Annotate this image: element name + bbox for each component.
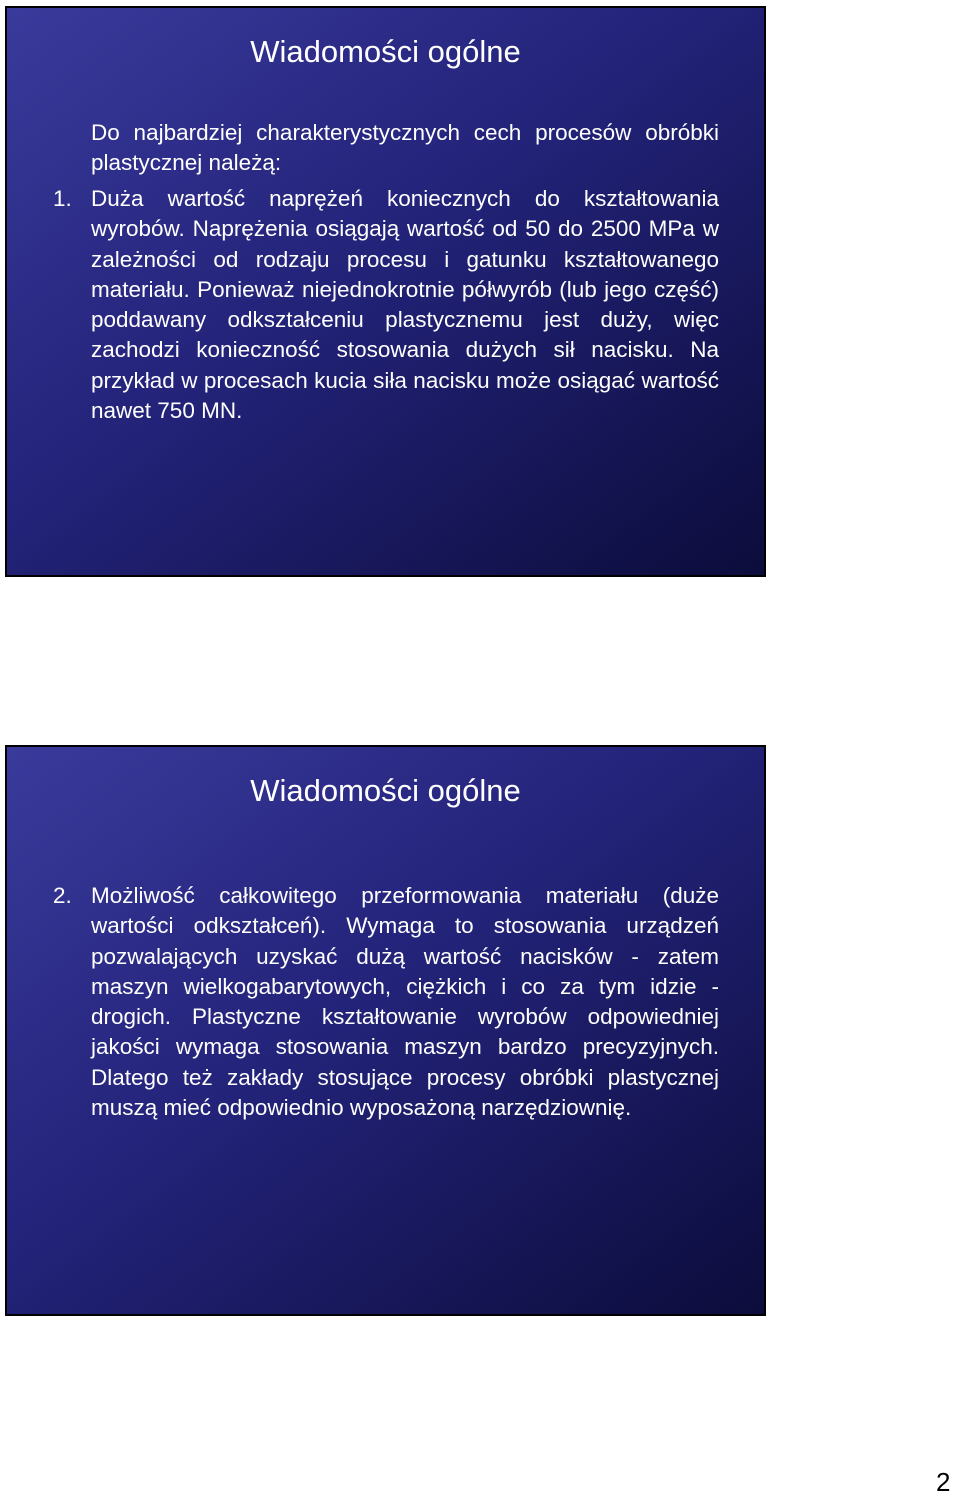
page-number: 2	[936, 1467, 951, 1497]
intro-paragraph: Do najbardziej charakterystycznych cech procesów obróbki plastycznej należą:	[91, 120, 719, 176]
slide-title: Wiadomości ogólne	[250, 34, 521, 69]
slide-title: Wiadomości ogólne	[250, 773, 521, 808]
list-item-text: Możliwość całkowitego przeformowania materiału (duże wartości odkształceń). Wymaga to stosowania urządzeń pozwalających uzyskać dużą wartość nacisków - zatem maszyn wielkogabarytowych, ciężkich i co za tym idzie - drogich. Plastyczne kształtowanie wyrobów odpowiedniej jakości wymaga stosowania maszyn bardzo precyzyjnych. Dlatego też zakłady stosujące procesy obróbki plastycznej muszą mieć odpowiednio wyposażoną narzędziownię.	[91, 883, 719, 1121]
list-item-number: 1.	[53, 186, 72, 211]
slide-1	[5, 6, 766, 577]
list-item-number: 2.	[53, 883, 72, 908]
list-item-text: Duża wartość naprężeń koniecznych do kształtowania wyrobów. Naprężenia osiągają wartość od 50 do 2500 MPa w zależności od rodzaju procesu i gatunku kształtowanego materiału. Ponieważ niejednokrotnie półwyrób (lub jego część) poddawany odkształceniu plastycznemu jest duży, więc zachodzi konieczność stosowania dużych sił nacisku. Na przykład w procesach kucia siła nacisku może osiągać wartość nawet 750 MN.	[91, 186, 719, 424]
slide-2	[5, 745, 766, 1316]
